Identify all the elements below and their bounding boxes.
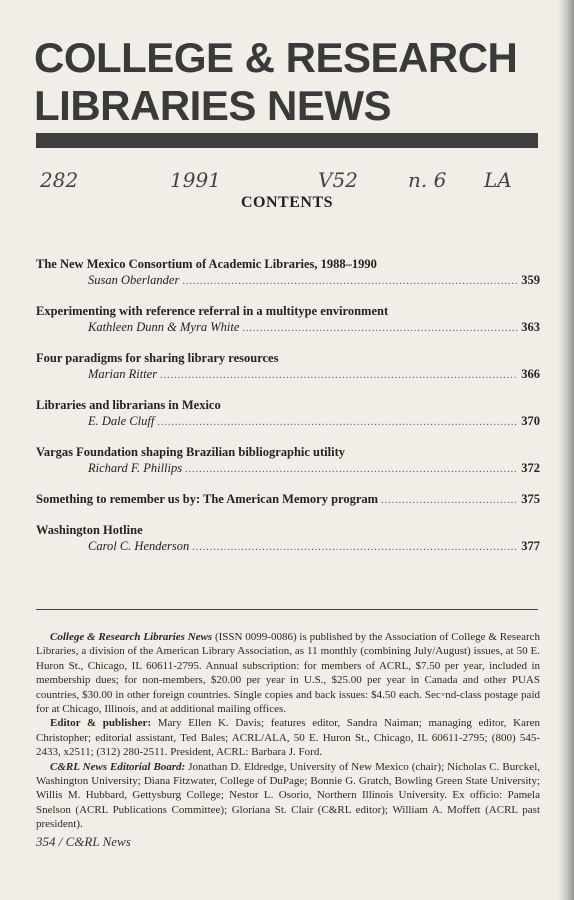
handwritten-note: LA bbox=[484, 168, 512, 192]
toc-entry-title[interactable]: Four paradigms for sharing library resources bbox=[36, 351, 279, 365]
colophon bbox=[36, 630, 540, 832]
leader-dots bbox=[185, 462, 518, 478]
publication-name: College & Research Libraries News bbox=[50, 631, 213, 643]
masthead-line-2: LIBRARIES NEWS bbox=[34, 82, 392, 129]
editorial-board-details: Jonathan D. Eldredge, University of New Mexico (chair); Nicholas C. Burckel, Washington University; Diana Fitzwater, College of DuPage; Bonnie G. Gratch, Bowling Green State University; Willis M. Hubbard, Gettysburg College; Nestor L. Osorio, Northern Illinois University. Ex officio: Pamela Snelson (ACRL Publications Committee); Gloriana St. Clair (C&RL editor); William A. Moffett (ACRL past president). bbox=[36, 760, 540, 831]
masthead-rule bbox=[36, 133, 538, 148]
toc-entry-page: 370 bbox=[521, 414, 540, 428]
toc-entry bbox=[36, 303, 540, 337]
toc-entry bbox=[36, 444, 540, 478]
toc-entry-title[interactable]: Something to remember us by: The American Memory program bbox=[36, 492, 379, 506]
toc-entry bbox=[36, 350, 540, 384]
toc-entry bbox=[36, 256, 540, 290]
editorial-board-statement bbox=[36, 760, 540, 832]
toc-entry-page: 377 bbox=[521, 539, 540, 553]
toc-entry bbox=[36, 491, 540, 509]
editor-label: Editor & publisher: bbox=[50, 717, 152, 730]
editor-statement bbox=[36, 716, 540, 759]
toc-entry-title[interactable]: Experimenting with reference referral in a multitype environment bbox=[36, 304, 389, 318]
masthead bbox=[34, 34, 554, 130]
toc-entry-page: 372 bbox=[521, 461, 540, 475]
toc-entry-author: Susan Oberlander bbox=[88, 273, 180, 287]
leader-dots bbox=[157, 415, 518, 431]
toc-entry-title[interactable]: Vargas Foundation shaping Brazilian bibliographic utility bbox=[36, 445, 345, 459]
toc-entry-title[interactable]: Washington Hotline bbox=[36, 523, 143, 537]
divider bbox=[36, 609, 538, 610]
handwritten-note: n. 6 bbox=[408, 168, 447, 192]
toc-entry-author: E. Dale Cluff bbox=[88, 414, 155, 428]
contents-heading: CONTENTS bbox=[240, 194, 334, 211]
toc-entry-page: 366 bbox=[521, 367, 540, 381]
toc-entry bbox=[36, 397, 540, 431]
toc-entry-author: Richard F. Phillips bbox=[88, 461, 183, 475]
handwritten-note: 282 bbox=[40, 168, 79, 192]
toc-entry bbox=[36, 522, 540, 556]
toc-entry-title[interactable]: Libraries and librarians in Mexico bbox=[36, 398, 221, 412]
leader-dots bbox=[182, 274, 518, 290]
toc-entry-author: Marian Ritter bbox=[88, 367, 158, 381]
toc-entry-page: 363 bbox=[521, 320, 540, 334]
handwritten-note: 1991 bbox=[170, 168, 221, 192]
toc-entry-author: Kathleen Dunn & Myra White bbox=[88, 320, 240, 334]
handwritten-note: V52 bbox=[318, 168, 358, 192]
leader-dots bbox=[242, 321, 518, 337]
toc-entry-title[interactable]: The New Mexico Consortium of Academic Libraries, 1988–1990 bbox=[36, 257, 377, 271]
toc-entry-author: Carol C. Henderson bbox=[88, 539, 190, 553]
publication-statement bbox=[36, 630, 540, 716]
leader-dots bbox=[192, 540, 518, 556]
leader-dots bbox=[160, 368, 518, 384]
toc-entry-page: 375 bbox=[521, 492, 540, 506]
leader-dots bbox=[381, 493, 518, 509]
editor-details: Mary Ellen K. Davis; features editor, Sandra Naiman; managing editor, Karen Christopher; editorial assistant, Ted Bales; ACRL/ALA, 50 E. Huron St., Chicago, IL 60611-2795; (800) 545-2433, x2511; (312) 280-2511. President, ACRL: Barbara J. Ford. bbox=[36, 717, 540, 759]
page-footer: 354 / C&RL News bbox=[36, 834, 131, 849]
editorial-board-label: C&RL News Editorial Board: bbox=[50, 760, 186, 773]
publication-details: (ISSN 0099-0086) is published by the Association of College & Research Libraries, a division of the American Library Association, as 11 monthly (combining July/August) issues, at 50 E. Huron St., Chicago, IL 60611-2795. Annual subscription: for members of ACRL, $7.50 per year, included in membership dues; for non-members, $20.00 per year in U.S., $25.00 per year in Canada and other PUAS countries, $30.00 in other foreign countries. Single copies and back issues: $4.50 each. Sec◦nd-class postage paid for at Chicago, Illinois, and at additional mailing offices. bbox=[36, 631, 540, 716]
table-of-contents bbox=[36, 256, 540, 569]
page-edge-shadow bbox=[558, 0, 574, 900]
toc-entry-page: 359 bbox=[521, 273, 540, 287]
masthead-line-1: COLLEGE & RESEARCH bbox=[34, 34, 518, 81]
